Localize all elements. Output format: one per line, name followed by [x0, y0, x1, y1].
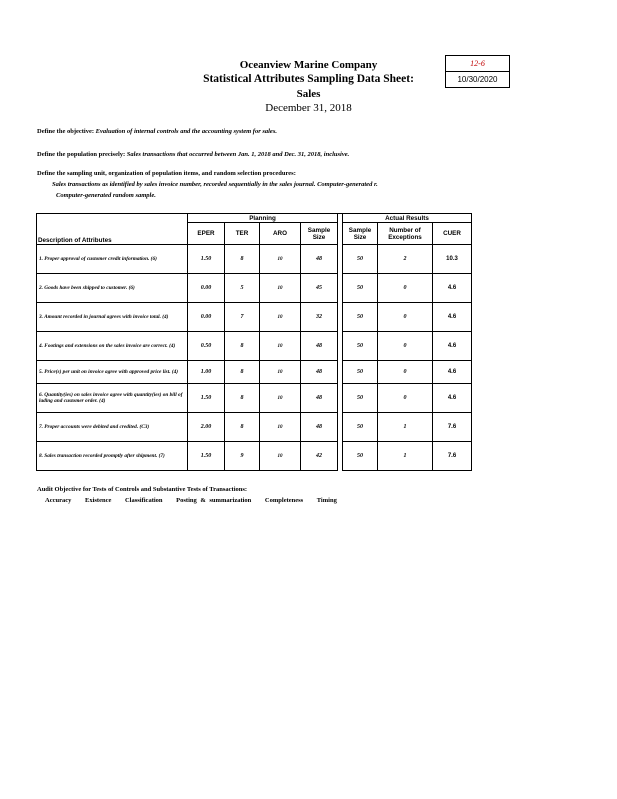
row-ter: 9 — [225, 442, 260, 471]
planning-group-header: Planning — [188, 214, 338, 223]
row-cuer: 4.6 — [433, 303, 472, 332]
row-cuer: 10.3 — [433, 245, 472, 274]
col-cuer: CUER — [433, 223, 472, 245]
row-ter: 8 — [225, 332, 260, 361]
sampling-label: Define the sampling unit, organization of population items, and random selection procedures: — [37, 170, 296, 177]
row-exceptions: 0 — [378, 361, 433, 384]
row-sample-size: 48 — [301, 413, 338, 442]
row-actual-sample-size: 50 — [343, 442, 378, 471]
workpaper-reference: 12-6 — [446, 56, 509, 72]
row-description: 5. Price(s) per unit on invoice agree with approved price list. (4) — [37, 361, 188, 384]
sheet-date: December 31, 2018 — [265, 102, 352, 114]
population-line — [37, 151, 349, 158]
row-ter: 8 — [225, 361, 260, 384]
table-row — [37, 303, 472, 332]
row-actual-sample-size: 50 — [343, 332, 378, 361]
row-cuer: 4.6 — [433, 332, 472, 361]
row-eper: 0.00 — [188, 303, 225, 332]
objective-existence: Existence — [84, 497, 112, 504]
row-aro: 10 — [260, 303, 301, 332]
row-cuer: 4.6 — [433, 274, 472, 303]
row-eper: 0.50 — [188, 332, 225, 361]
row-eper: 1.50 — [188, 245, 225, 274]
row-actual-sample-size: 50 — [343, 274, 378, 303]
objective-line — [37, 128, 277, 135]
row-description: 4. Footings and extensions on the sales invoice are correct. (4) — [37, 332, 188, 361]
row-ter: 7 — [225, 303, 260, 332]
row-actual-sample-size: 50 — [343, 303, 378, 332]
row-exceptions: 0 — [378, 303, 433, 332]
company-name: Oceanview Marine Company — [239, 59, 378, 71]
row-actual-sample-size: 50 — [343, 384, 378, 413]
attributes-table — [36, 213, 472, 471]
audit-objectives-heading: Audit Objective for Tests of Controls and Substantive Tests of Transactions: — [37, 486, 248, 493]
objective-completeness: Completeness — [264, 497, 304, 504]
row-actual-sample-size: 50 — [343, 413, 378, 442]
objective-value: Evaluation of internal controls and the accounting system for sales. — [95, 128, 277, 135]
table-row — [37, 442, 472, 471]
row-aro: 10 — [260, 361, 301, 384]
objective-classification: Classification — [124, 497, 163, 504]
row-exceptions: 1 — [378, 413, 433, 442]
row-eper: 0.00 — [188, 274, 225, 303]
table-row — [37, 413, 472, 442]
row-exceptions: 0 — [378, 384, 433, 413]
col-description: Description of Attributes — [37, 223, 188, 245]
row-exceptions: 0 — [378, 274, 433, 303]
row-ter: 8 — [225, 413, 260, 442]
row-aro: 10 — [260, 384, 301, 413]
row-sample-size: 32 — [301, 303, 338, 332]
row-description: 6. Quantity(ies) on sales invoice agree with quantity(ies) on bill of lading and customer order. (4) — [37, 384, 188, 413]
table-row — [37, 384, 472, 413]
row-description: 8. Sales transaction recorded promptly after shipment. (7) — [37, 442, 188, 471]
row-cuer: 7.6 — [433, 442, 472, 471]
sampling-line-1: Sales transactions as identified by sales invoice number, recorded sequentially in the sales journal. Computer-generated r. — [52, 181, 378, 188]
row-sample-size: 45 — [301, 274, 338, 303]
reference-box — [445, 55, 510, 88]
row-cuer: 4.6 — [433, 384, 472, 413]
sheet-subtitle: Sales — [296, 88, 321, 100]
row-description: 7. Proper accounts were debited and credited. (C3) — [37, 413, 188, 442]
row-aro: 10 — [260, 332, 301, 361]
row-cuer: 4.6 — [433, 361, 472, 384]
col-aro: ARO — [260, 223, 301, 245]
row-sample-size: 48 — [301, 245, 338, 274]
row-actual-sample-size: 50 — [343, 361, 378, 384]
table-row — [37, 245, 472, 274]
reference-date: 10/30/2020 — [457, 75, 498, 84]
col-ter: TER — [225, 223, 260, 245]
row-actual-sample-size: 50 — [343, 245, 378, 274]
row-sample-size: 48 — [301, 384, 338, 413]
row-eper: 1.50 — [188, 384, 225, 413]
table-row — [37, 361, 472, 384]
col-eper: EPER — [188, 223, 225, 245]
population-label: Define the population precisely: — [37, 151, 126, 158]
row-aro: 10 — [260, 442, 301, 471]
col-actual-sample-size: Sample Size — [343, 223, 378, 245]
row-exceptions: 1 — [378, 442, 433, 471]
row-sample-size: 42 — [301, 442, 338, 471]
table-row — [37, 332, 472, 361]
actual-results-group-header: Actual Results — [343, 214, 472, 223]
row-ter: 8 — [225, 384, 260, 413]
objective-timing: Timing — [316, 497, 337, 504]
col-sample-size: Sample Size — [301, 223, 338, 245]
row-sample-size: 48 — [301, 332, 338, 361]
row-description: 2. Goods have been shipped to customer. (6) — [37, 274, 188, 303]
row-sample-size: 48 — [301, 361, 338, 384]
row-exceptions: 2 — [378, 245, 433, 274]
row-description: 1. Proper approval of customer credit information. (6) — [37, 245, 188, 274]
row-aro: 10 — [260, 274, 301, 303]
row-ter: 5 — [225, 274, 260, 303]
objective-accuracy: Accuracy — [45, 497, 72, 504]
row-eper: 1.50 — [188, 442, 225, 471]
table-row — [37, 274, 472, 303]
row-exceptions: 0 — [378, 332, 433, 361]
population-value: Sales transactions that occurred between Jan. 1, 2018 and Dec. 31, 2018, inclusive. — [126, 151, 350, 158]
sampling-line-2: Computer-generated random sample. — [56, 192, 156, 199]
col-exceptions: Number of Exceptions — [378, 223, 433, 245]
audit-objectives-list — [45, 497, 347, 504]
row-description: 3. Amount recorded in journal agrees with invoice total. (4) — [37, 303, 188, 332]
row-cuer: 7.6 — [433, 413, 472, 442]
sheet-title: Statistical Attributes Sampling Data Sheet: — [203, 73, 414, 85]
row-aro: 10 — [260, 245, 301, 274]
row-ter: 8 — [225, 245, 260, 274]
row-aro: 10 — [260, 413, 301, 442]
row-eper: 1.00 — [188, 361, 225, 384]
objective-label: Define the objective: — [37, 128, 95, 135]
row-eper: 2.00 — [188, 413, 225, 442]
objective-posting-summarization: Posting & summarization — [176, 497, 252, 504]
